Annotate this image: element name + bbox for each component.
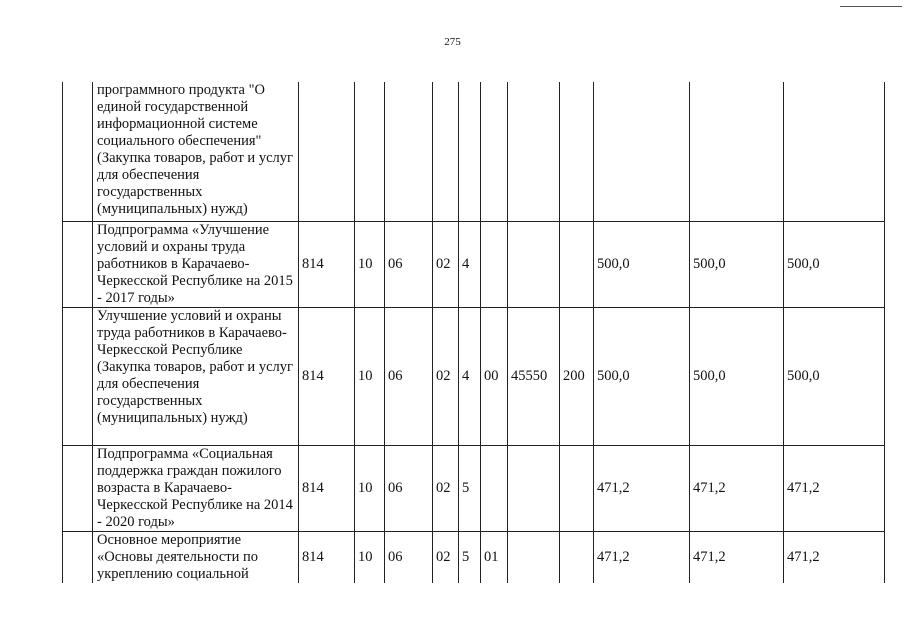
- program-cell: 02: [433, 531, 459, 583]
- sum-3-cell: [784, 82, 885, 221]
- ministry-cell: [299, 82, 355, 221]
- section-cell: 10: [355, 221, 385, 307]
- ministry-cell: 814: [299, 445, 355, 531]
- expense-type-cell: 200: [560, 307, 594, 445]
- table-row: [63, 531, 885, 583]
- number-cell: [63, 531, 93, 583]
- section-cell: [355, 82, 385, 221]
- expense-type-cell: [560, 445, 594, 531]
- program-cell: 02: [433, 307, 459, 445]
- name-cell: Подпрограмма «Улучшение условий и охраны труда работников в Карачаево-Черкесской Республике на 2015 - 2017 годы»: [93, 221, 299, 307]
- name-cell: Подпрограмма «Социальная поддержка граждан пожилого возраста в Карачаево-Черкесской Республике на 2014 - 2020 годы»: [93, 445, 299, 531]
- sum-3-cell: 471,2: [784, 531, 885, 583]
- ministry-cell: 814: [299, 531, 355, 583]
- event-cell: [481, 82, 508, 221]
- sum-3-cell: 471,2: [784, 445, 885, 531]
- subsection-cell: [385, 82, 433, 221]
- name-cell: Улучшение условий и охраны труда работников в Карачаево-Черкесской Республике (Закупка товаров, работ и услуг для обеспечения государственных (муниципальных) нужд): [93, 307, 299, 445]
- subprogram-cell: 5: [459, 531, 481, 583]
- sum-2-cell: 500,0: [690, 221, 784, 307]
- subsection-cell: 06: [385, 221, 433, 307]
- sum-2-cell: [690, 82, 784, 221]
- program-cell: 02: [433, 221, 459, 307]
- section-cell: 10: [355, 445, 385, 531]
- sum-1-cell: 500,0: [594, 307, 690, 445]
- subprogram-cell: 5: [459, 445, 481, 531]
- direction-cell: 45550: [508, 307, 560, 445]
- table-row: [63, 445, 885, 531]
- number-cell: [63, 307, 93, 445]
- event-cell: 00: [481, 307, 508, 445]
- sum-2-cell: 500,0: [690, 307, 784, 445]
- event-cell: 01: [481, 531, 508, 583]
- table-row: [63, 307, 885, 445]
- subprogram-cell: 4: [459, 307, 481, 445]
- ministry-cell: 814: [299, 221, 355, 307]
- sum-2-cell: 471,2: [690, 445, 784, 531]
- sum-1-cell: 471,2: [594, 445, 690, 531]
- expense-type-cell: [560, 531, 594, 583]
- section-cell: 10: [355, 531, 385, 583]
- table-row: [63, 221, 885, 307]
- sum-1-cell: 500,0: [594, 221, 690, 307]
- name-cell: программного продукта "О единой государственной информационной системе социального обеспечения" (Закупка товаров, работ и услуг для обеспечения государственных (муниципальных) нужд): [93, 82, 299, 221]
- number-cell: [63, 82, 93, 221]
- sum-1-cell: 471,2: [594, 531, 690, 583]
- budget-table: [62, 82, 885, 583]
- direction-cell: [508, 531, 560, 583]
- sum-3-cell: 500,0: [784, 221, 885, 307]
- name-cell: Основное мероприятие «Основы деятельности по укреплению социальной: [93, 531, 299, 583]
- expense-type-cell: [560, 221, 594, 307]
- direction-cell: [508, 221, 560, 307]
- sum-1-cell: [594, 82, 690, 221]
- number-cell: [63, 445, 93, 531]
- direction-cell: [508, 82, 560, 221]
- subsection-cell: 06: [385, 307, 433, 445]
- ministry-cell: 814: [299, 307, 355, 445]
- number-cell: [63, 221, 93, 307]
- sum-3-cell: 500,0: [784, 307, 885, 445]
- subsection-cell: 06: [385, 531, 433, 583]
- program-cell: 02: [433, 445, 459, 531]
- table-row: [63, 82, 885, 221]
- subprogram-cell: 4: [459, 221, 481, 307]
- expense-type-cell: [560, 82, 594, 221]
- event-cell: [481, 445, 508, 531]
- subsection-cell: 06: [385, 445, 433, 531]
- event-cell: [481, 221, 508, 307]
- direction-cell: [508, 445, 560, 531]
- top-rule: [840, 6, 902, 7]
- subprogram-cell: [459, 82, 481, 221]
- program-cell: [433, 82, 459, 221]
- sum-2-cell: 471,2: [690, 531, 784, 583]
- page-number: 275: [444, 36, 461, 48]
- section-cell: 10: [355, 307, 385, 445]
